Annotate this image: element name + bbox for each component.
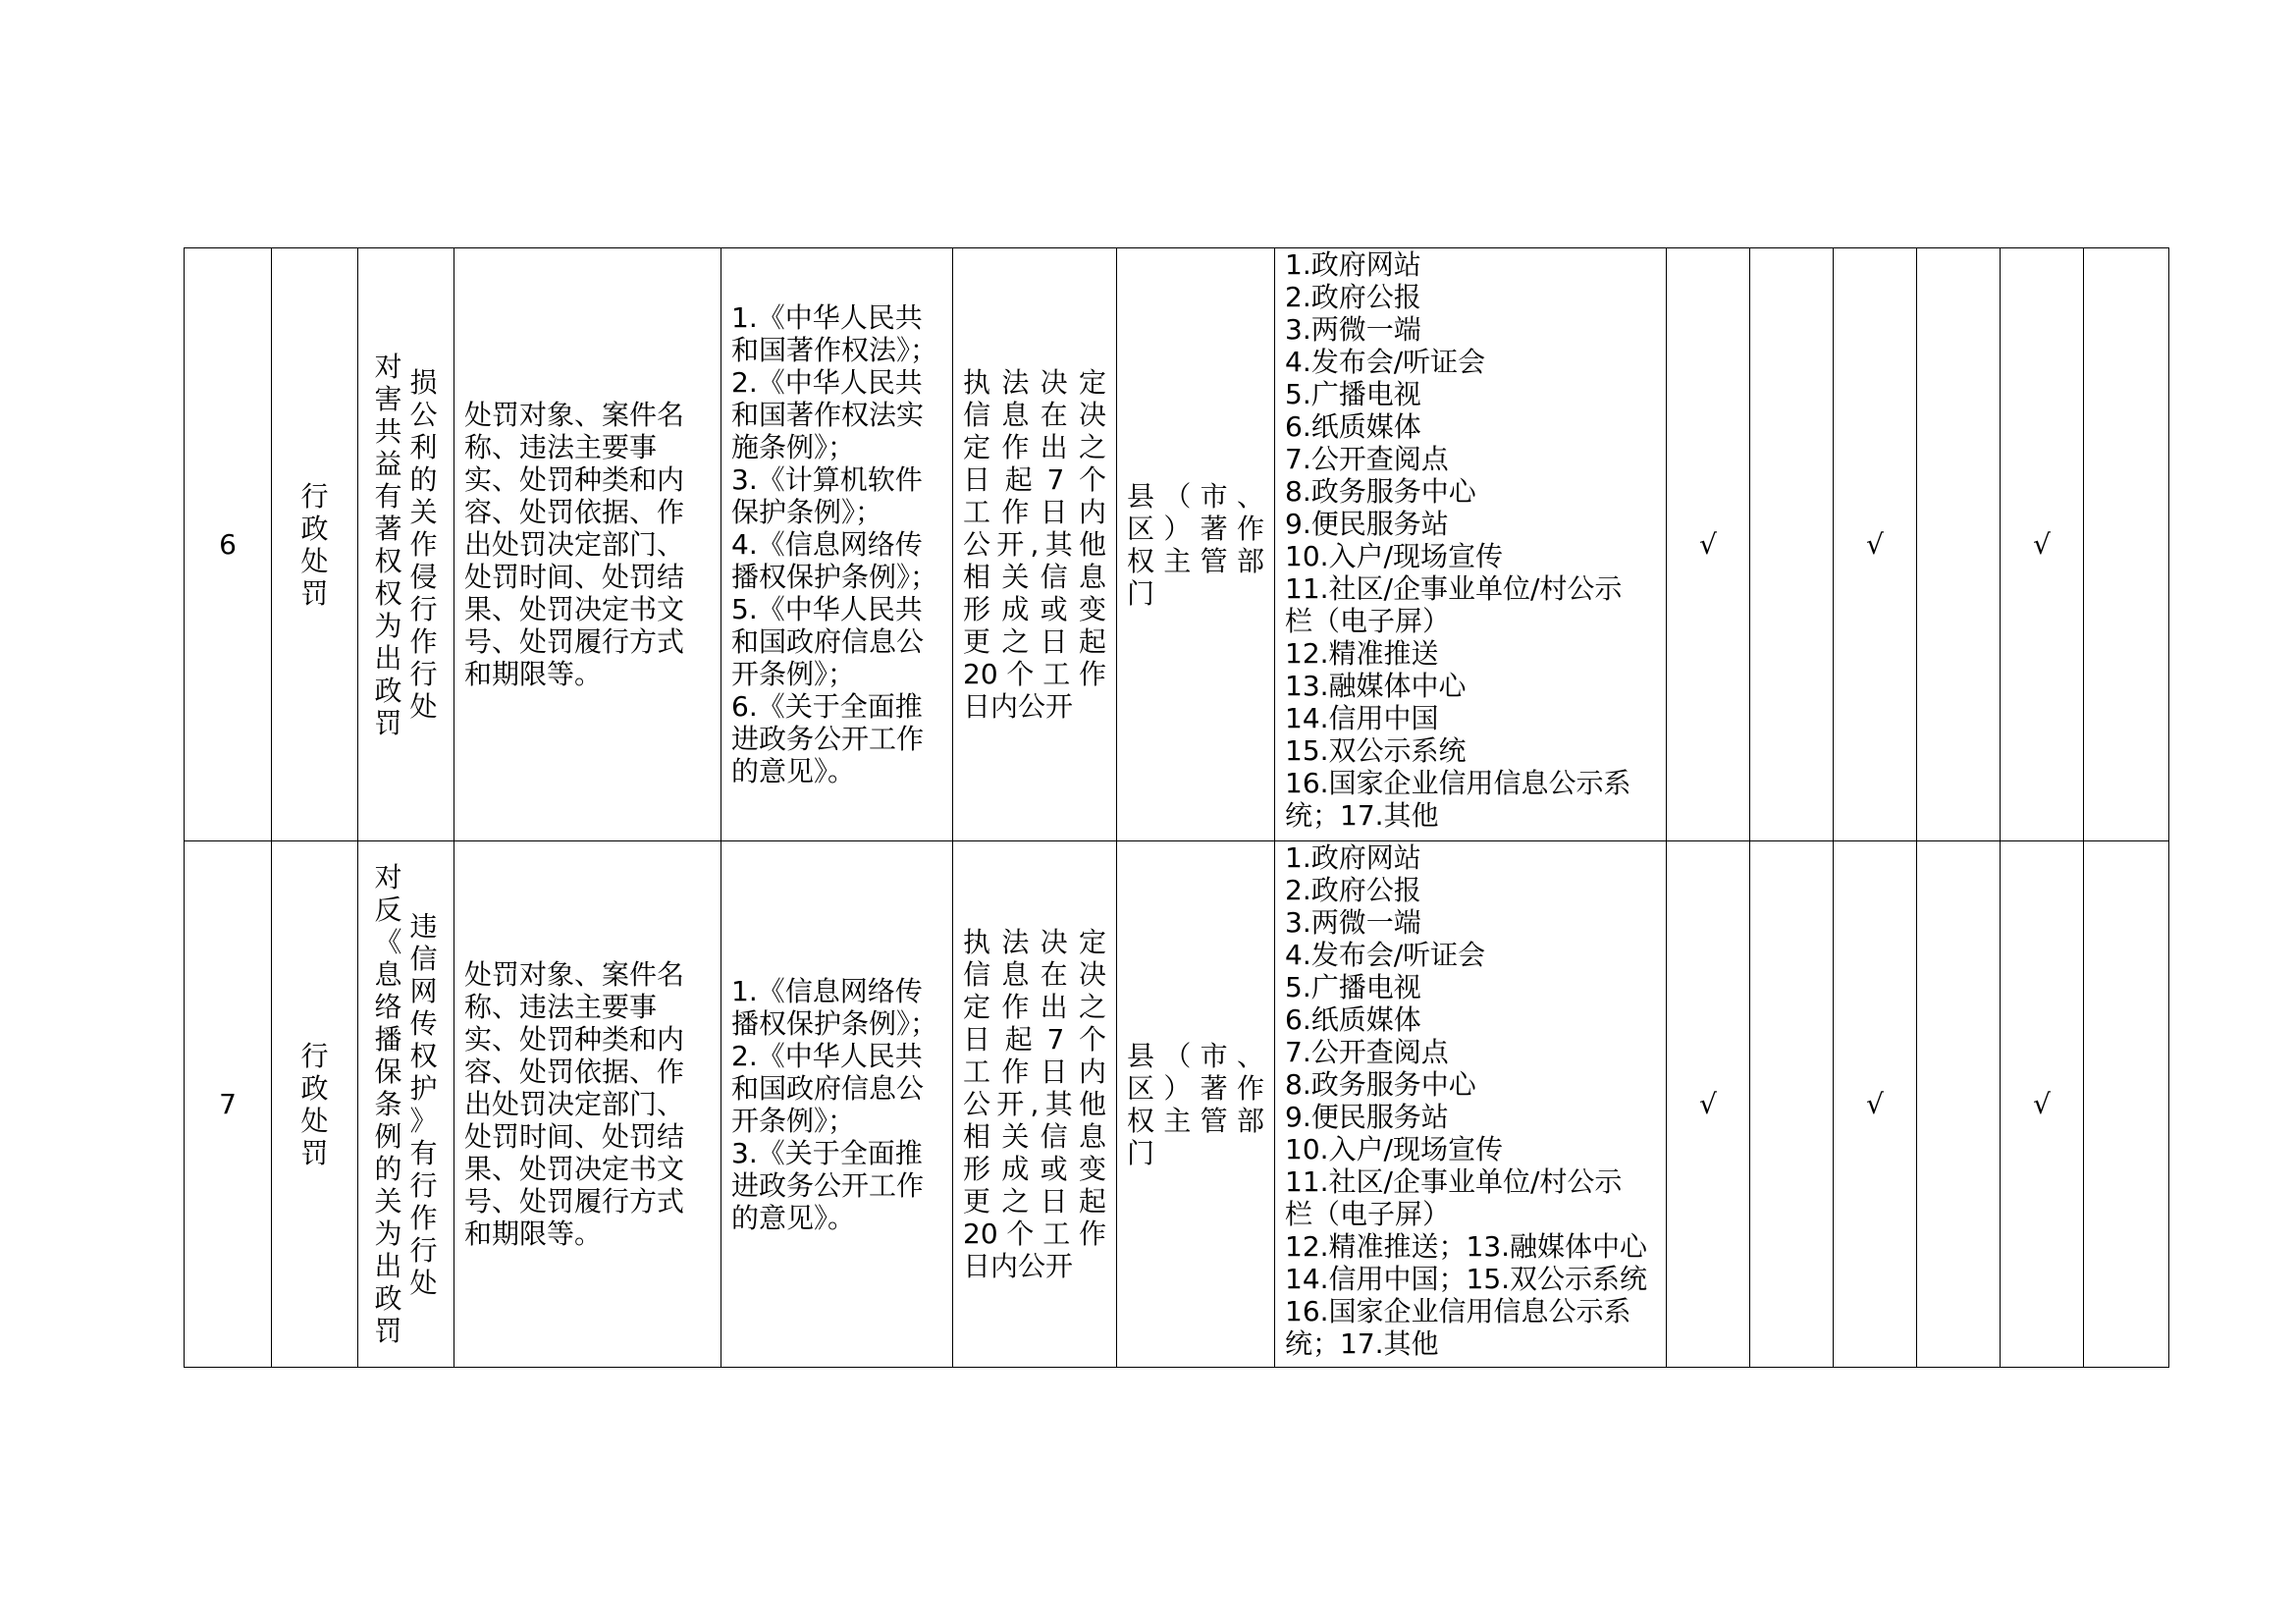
department-cell (1117, 841, 1275, 1368)
vertical-char: 息 (374, 958, 402, 991)
text-line: 执法决定 (963, 366, 1106, 399)
list-item: 4.发布会/听证会 (1285, 939, 1486, 971)
check-cell: √ (1667, 248, 1750, 841)
item-name-cell (358, 841, 454, 1368)
list-item: 8.政务服务中心 (1285, 475, 1476, 508)
table-row (185, 248, 2169, 841)
vertical-char: 播 (374, 1023, 402, 1056)
list-item: 3.两微一端 (1285, 313, 1421, 346)
text-line: 定作出之 (963, 991, 1106, 1023)
list-item: 2.政府公报 (1285, 281, 1421, 313)
text-line: 20个工作 (963, 1218, 1106, 1250)
item-name-cell (358, 248, 454, 841)
list-item: 8.政务服务中心 (1285, 1068, 1476, 1101)
vertical-char: 罚 (300, 576, 329, 610)
vertical-char: 出 (374, 1250, 402, 1282)
channels-cell (1275, 248, 1667, 841)
list-item: 13.融媒体中心 (1285, 670, 1467, 702)
list-item: 统；17.其他 (1285, 1327, 1439, 1360)
row-number: 6 (185, 248, 272, 841)
check-cell: √ (2001, 841, 2084, 1368)
vertical-char: 为 (374, 1218, 402, 1250)
vertical-char: 的 (374, 1153, 402, 1185)
list-item: 14.信用中国；15.双公示系统 (1285, 1263, 1648, 1295)
vertical-char: 行 (409, 658, 438, 690)
check-cell: √ (2001, 248, 2084, 841)
list-item: 2.政府公报 (1285, 874, 1421, 906)
vertical-char: 政 (300, 1071, 329, 1105)
vertical-char: 权 (374, 576, 402, 610)
check-cell (2084, 248, 2169, 841)
list-item: 15.双公示系统 (1285, 734, 1467, 767)
check-cell: √ (1667, 841, 1750, 1368)
list-item: 6.纸质媒体 (1285, 1003, 1421, 1036)
vertical-text-column (409, 910, 439, 1299)
check-cell (1917, 248, 2001, 841)
vertical-char: 网 (409, 974, 438, 1007)
text-line: 形成或变 (963, 1153, 1106, 1185)
vertical-text-column (300, 480, 330, 610)
disclosure-table (184, 247, 2169, 1368)
vertical-char: 》 (409, 1104, 438, 1137)
vertical-char: 权 (409, 1039, 438, 1072)
vertical-char: 处 (300, 1104, 329, 1137)
list-item: 栏（电子屏） (1285, 1198, 1451, 1230)
text-line: 日起7个 (963, 463, 1106, 496)
vertical-char: 对 (374, 861, 402, 893)
vertical-char: 络 (374, 991, 402, 1023)
text-line: 相关信息 (963, 1120, 1106, 1153)
row-number: 7 (185, 841, 272, 1368)
vertical-char: 侵 (409, 561, 438, 593)
list-item: 16.国家企业信用信息公示系 (1285, 1295, 1631, 1327)
vertical-char: 共 (374, 414, 402, 448)
vertical-char: 关 (409, 496, 438, 528)
vertical-text-column (374, 861, 403, 1347)
text-line: 信息在决 (963, 958, 1106, 991)
check-cell (1750, 841, 1834, 1368)
list-item: 11.社区/企事业单位/村公示 (1285, 1165, 1623, 1198)
text-line: 工作日内 (963, 1056, 1106, 1088)
text-line: 区）著作 (1127, 512, 1264, 545)
vertical-char: 利 (409, 431, 438, 463)
list-item: 5.广播电视 (1285, 971, 1421, 1003)
vertical-char: 罚 (300, 1136, 329, 1169)
list-item: 5.广播电视 (1285, 378, 1421, 410)
check-cell: √ (1834, 841, 1917, 1368)
vertical-char: 有 (374, 479, 402, 513)
vertical-char: 罚 (374, 706, 402, 739)
vertical-char: 违 (409, 909, 438, 943)
vertical-char: 传 (409, 1006, 438, 1040)
text-line: 执法决定 (963, 926, 1106, 958)
vertical-char: 的 (409, 463, 438, 496)
text-line: 日内公开 (963, 1250, 1074, 1282)
list-item: 1.政府网站 (1285, 841, 1421, 874)
vertical-char: 益 (374, 447, 402, 480)
vertical-char: 行 (300, 1039, 329, 1072)
text-line: 日起7个 (963, 1023, 1106, 1056)
vertical-char: 作 (409, 1201, 438, 1234)
vertical-char: 处 (409, 690, 438, 723)
vertical-char: 信 (409, 942, 438, 975)
list-item: 3.两微一端 (1285, 906, 1421, 939)
vertical-char: 作 (409, 528, 438, 561)
category-cell (272, 248, 358, 841)
vertical-char: 行 (300, 479, 329, 513)
text-line: 权主管部 (1127, 544, 1264, 577)
list-item: 1.政府网站 (1285, 248, 1421, 281)
text-line: 公开,其他 (963, 1088, 1106, 1120)
vertical-char: 对 (374, 350, 402, 383)
text-line: 县（市、 (1127, 1039, 1264, 1072)
text-line: 工作日内 (963, 496, 1106, 528)
list-item: 6.纸质媒体 (1285, 410, 1421, 443)
vertical-char: 政 (300, 512, 329, 545)
vertical-char: 行 (409, 1233, 438, 1267)
vertical-char: 处 (409, 1266, 438, 1299)
vertical-char: 行 (409, 593, 438, 625)
vertical-char: 著 (374, 512, 402, 545)
list-item: 9.便民服务站 (1285, 1101, 1449, 1133)
list-item: 4.发布会/听证会 (1285, 346, 1486, 378)
list-item: 16.国家企业信用信息公示系 (1285, 767, 1631, 799)
text-line: 更之日起 (963, 1185, 1106, 1218)
list-item: 栏（电子屏） (1285, 605, 1451, 637)
text-line: 更之日起 (963, 625, 1106, 658)
text-line: 权主管部 (1127, 1104, 1264, 1137)
list-item: 7.公开查阅点 (1285, 1036, 1449, 1068)
vertical-char: 反 (374, 893, 402, 926)
vertical-char: 作 (409, 625, 438, 658)
vertical-text-column (374, 351, 403, 739)
time-limit-cell (953, 248, 1117, 841)
time-limit-cell (953, 841, 1117, 1368)
vertical-char: 例 (374, 1120, 402, 1153)
check-cell (2084, 841, 2169, 1368)
vertical-char: 处 (300, 544, 329, 577)
basis-cell: 1.《中华人民共和国著作权法》； 2.《中华人民共和国著作权法实施条例》； 3.《计算机软件保护条例》； 4.《信息网络传播权保护条例》； 5.《中华人民共和国政府信息公开条例》； 6.《关于全面推进政务公开工作的意见》。 (721, 248, 953, 841)
vertical-char: 出 (374, 641, 402, 675)
list-item: 12.精准推送；13.融媒体中心 (1285, 1230, 1648, 1263)
text-line: 20个工作 (963, 658, 1106, 690)
vertical-char: 公 (409, 399, 438, 431)
text-line: 信息在决 (963, 399, 1106, 431)
vertical-char: 为 (374, 609, 402, 642)
vertical-text-column (300, 1040, 330, 1169)
vertical-char: 权 (374, 544, 402, 577)
text-line: 日内公开 (963, 690, 1074, 723)
vertical-text-column (409, 366, 439, 723)
vertical-char: 护 (409, 1071, 438, 1105)
content-cell: 处罚对象、案件名称、违法主要事实、处罚种类和内容、处罚依据、作出处罚决定部门、处罚时间、处罚结果、处罚决定书文号、处罚履行方式和期限等。 (454, 841, 721, 1368)
text-line: 公开,其他 (963, 528, 1106, 561)
list-item: 统；17.其他 (1285, 799, 1439, 832)
list-item: 10.入户/现场宣传 (1285, 1133, 1503, 1165)
vertical-char: 政 (374, 674, 402, 707)
vertical-char: 罚 (374, 1315, 402, 1347)
check-cell: √ (1834, 248, 1917, 841)
list-item: 11.社区/企事业单位/村公示 (1285, 572, 1623, 605)
vertical-char: 害 (374, 382, 402, 415)
table-row (185, 841, 2169, 1368)
content-cell: 处罚对象、案件名称、违法主要事实、处罚种类和内容、处罚依据、作出处罚决定部门、处罚时间、处罚结果、处罚决定书文号、处罚履行方式和期限等。 (454, 248, 721, 841)
check-cell (1917, 841, 2001, 1368)
text-line: 区）著作 (1127, 1071, 1264, 1105)
channels-cell (1275, 841, 1667, 1368)
vertical-char: 关 (374, 1185, 402, 1218)
text-line: 定作出之 (963, 431, 1106, 463)
list-item: 12.精准推送 (1285, 637, 1439, 670)
list-item: 7.公开查阅点 (1285, 443, 1449, 475)
vertical-char: 《 (374, 926, 402, 958)
basis-cell: 1.《信息网络传播权保护条例》； 2.《中华人民共和国政府信息公开条例》； 3.《关于全面推进政务公开工作的意见》。 (721, 841, 953, 1368)
vertical-char: 条 (374, 1088, 402, 1120)
text-line: 门 (1127, 1136, 1155, 1169)
text-line: 形成或变 (963, 593, 1106, 625)
list-item: 9.便民服务站 (1285, 508, 1449, 540)
list-item: 10.入户/现场宣传 (1285, 540, 1503, 572)
department-cell (1117, 248, 1275, 841)
vertical-char: 政 (374, 1282, 402, 1315)
text-line: 门 (1127, 576, 1155, 610)
vertical-char: 保 (374, 1056, 402, 1088)
vertical-char: 损 (409, 366, 438, 399)
text-line: 县（市、 (1127, 479, 1264, 513)
check-cell (1750, 248, 1834, 841)
vertical-char: 行 (409, 1168, 438, 1202)
text-line: 相关信息 (963, 561, 1106, 593)
vertical-char: 有 (409, 1136, 438, 1169)
category-cell (272, 841, 358, 1368)
list-item: 14.信用中国 (1285, 702, 1439, 734)
